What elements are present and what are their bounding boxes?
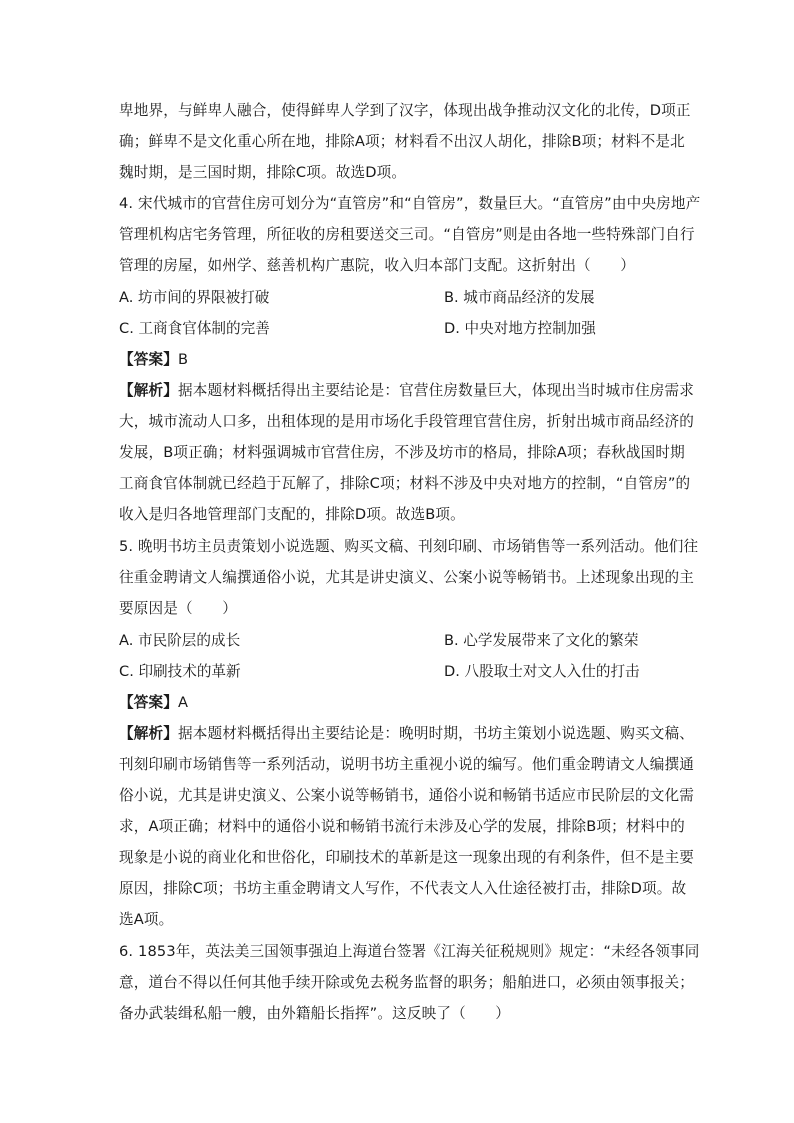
q4-option-a: A. 坊市间的界限被打破 [119, 289, 270, 306]
q5-analysis-tag: 【解析】 [119, 725, 178, 742]
q4-analysis-line-5: 收入是归各地管理部门支配的，排除D项。故选B项。 [119, 506, 465, 523]
q5-stem-line-2: 往重金聘请文人编撰通俗小说，尤其是讲史演义、公案小说等畅销书。上述现象出现的主 [119, 569, 695, 586]
prev-analysis-line-1: 卑地界，与鲜卑人融合，使得鲜卑人学到了汉字，体现出战争推动汉文化的北传，D项正 [119, 102, 691, 119]
q4-answer-value: B [177, 351, 189, 368]
q4-analysis-line-4: 工商食官体制就已经趋于瓦解了，排除C项；材料不涉及中央对地方的控制，“自管房”的 [119, 475, 691, 492]
q5-option-d: D. 八股取士对文人入仕的打击 [444, 663, 640, 680]
q4-option-b: B. 城市商品经济的发展 [444, 289, 595, 306]
prev-analysis-line-2: 确；鲜卑不是文化重心所在地，排除A项；材料看不出汉人胡化，排除B项；材料不是北 [119, 133, 685, 150]
q6-stem-line-2: 意，道台不得以任何其他手续开除或免去税务监督的职务；船舶进口，必须由领事报关； [119, 974, 695, 991]
q6-stem-line-3: 备办武装缉私船一艘，由外籍船长指挥”。这反映了（ ） [119, 1005, 511, 1022]
q4-stem-line-2: 管理机构店宅务管理，所征收的房租要送交三司。“自管房”则是由各地一些特殊部门自行 [119, 226, 695, 243]
q4-analysis-tag: 【解析】 [119, 382, 178, 399]
q6-stem-line-1: 6. 1853年，英法美三国领事强迫上海道台签署《江海关征税规则》规定：“未经各领事同 [119, 943, 700, 960]
q4-analysis-line-2: 大，城市流动人口多，出租体现的是用市场化手段管理官营住房，折射出城市商品经济的 [119, 413, 695, 430]
q4-answer-tag: 【答案】 [119, 351, 178, 368]
q5-option-b: B. 心学发展带来了文化的繁荣 [444, 632, 639, 649]
q5-analysis-line-2: 刊刻印刷市场销售等一系列活动，说明书坊主重视小说的编写。他们重金聘请文人编撰通 [119, 756, 695, 773]
q5-analysis-line-4: 求，A项正确；材料中的通俗小说和畅销书流行未涉及心学的发展，排除B项；材料中的 [119, 818, 685, 835]
q4-stem-line-3: 管理的房屋，如州学、慈善机构广惠院，收入归本部门支配。这折射出（ ） [119, 257, 636, 274]
prev-analysis-line-3: 魏时期，是三国时期，排除C项。故选D项。 [119, 164, 407, 181]
q5-analysis-line-7: 选A项。 [119, 911, 174, 928]
q4-stem-line-1: 4. 宋代城市的官营住房可划分为“直管房”和“自管房”，数量巨大。“直管房”由中央房地产 [119, 195, 701, 212]
q5-analysis-line-3: 俗小说，尤其是讲史演义、公案小说等畅销书，通俗小说和畅销书适应市民阶层的文化需 [119, 787, 695, 804]
q5-answer [119, 693, 188, 713]
q5-stem-line-1: 5. 晚明书坊主员责策划小说选题、购买文稿、刊刻印刷、市场销售等一系列活动。他们往 [119, 538, 699, 555]
q4-option-d: D. 中央对地方控制加强 [444, 320, 596, 337]
q5-analysis-line-5: 现象是小说的商业化和世俗化，印刷技术的革新是这一现象出现的有利条件，但不是主要 [119, 849, 695, 866]
q4-analysis-text-1: 据本题材料概括得出主要结论是：官营住房数量巨大，体现出当时城市住房需求 [177, 382, 695, 399]
q5-option-c: C. 印刷技术的革新 [119, 663, 241, 680]
q5-analysis-line-1 [119, 724, 694, 744]
q4-option-c: C. 工商食官体制的完善 [119, 320, 270, 337]
q5-answer-value: A [177, 694, 189, 711]
q4-answer [119, 350, 188, 370]
q5-analysis-line-6: 原因，排除C项；书坊主重金聘请文人写作，不代表文人入仕途径被打击，排除D项。故 [119, 880, 687, 897]
q4-analysis-line-1 [119, 381, 694, 401]
q4-analysis-line-3: 发展，B项正确；材料强调城市官营住房，不涉及坊市的格局，排除A项；春秋战国时期 [119, 444, 685, 461]
q5-stem-line-3: 要原因是（ ） [119, 600, 237, 617]
q5-option-a: A. 市民阶层的成长 [119, 632, 241, 649]
q5-answer-tag: 【答案】 [119, 694, 178, 711]
q5-analysis-text-1: 据本题材料概括得出主要结论是：晚明时期，书坊主策划小说选题、购买文稿、 [177, 725, 695, 742]
